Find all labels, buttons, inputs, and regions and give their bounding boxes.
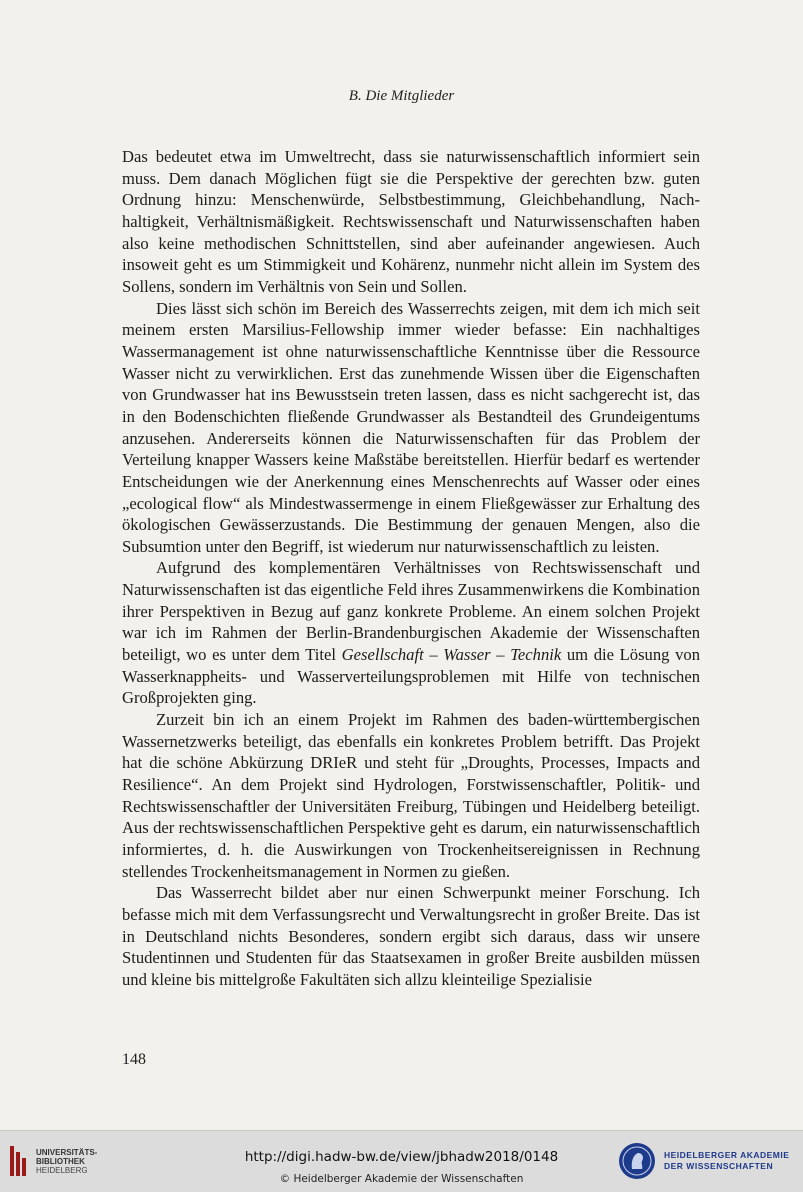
academy-seal-icon — [618, 1142, 656, 1180]
copyright-notice: © Heidelberger Akademie der Wissenschaften — [279, 1173, 524, 1185]
body-text — [122, 146, 700, 991]
paragraph-3: Aufgrund des komplementären Verhältnisses von Rechtswissenschaft und Naturwissenschaften ist das eigentliche Feld ihres Zusammenwirkens die Kombination ihrer Perspektiven in Bezug auf ganz konkrete Probleme. An einem solchen Projekt war ich im Rahmen der Berlin-Brandenburgischen Akademie der Wissenschaften beteiligt, wo es unter dem Titel Gesellschaft – Wasser – Technik um die Lösung von Wasserknappheits- und Wasserverteilungsproblemen mit Hilfe von technischen Großprojekten ging. — [122, 558, 700, 708]
academy-logo[interactable] — [618, 1139, 798, 1183]
page-number: 148 — [122, 1051, 146, 1068]
paragraph-2: Dies lässt sich schön im Bereich des Wasserrechts zeigen, mit dem ich mich seit meinem ersten Marsilius-Fellowship immer wieder befasse: Ein nachhaltiges Wassermanagement ist ohne naturwissenschaftliche Kenntnisse über die Ressource Wasser nicht zu verwirklichen. Erst das zunehmende Wissen über die Eigenschaften von Grundwasser hat ins Bewusstsein treten lassen, dass es nicht sachgerecht ist, das in den Bodenschichten fließende Grundwasser als Bestandteil des Grundeigentums anzusehen. Andererseits können die Naturwissenschaften für das Problem der Verteilung knapper Wassers keine Maßstäbe bereitstellen. Hierfür bedarf es wertender Entscheidungen wie der Anerkennung eines Menschenrechts auf Wasser oder eines „ecological flow“ als Mindestwassermenge in einem Fließgewässer zur Erhaltung des ökologischen Gewässerzustands. Die Bestimmung der genauen Mengen, also die Subsumtion unter den Begriff, ist wiederum nur naturwissenschaftlich zu leisten. — [122, 298, 700, 556]
academy-logo-text: HEIDELBERGER AKADEMIE DER WISSENSCHAFTEN — [664, 1150, 790, 1171]
viewer-footer — [0, 1130, 803, 1192]
paragraph-1: Das bedeutet etwa im Umweltrecht, dass sie naturwissenschaftlich informiert sein muss. Dem danach Möglichen fügt sie die Perspektive der gerechten bzw. guten Ordnung hinzu: Menschenwürde, Selbstbestimmung, Gleichbehandlung, Nachhaltigkeit, Verhältnismäßigkeit. Rechtswissenschaft und Naturwissenschaften haben also keine methodischen Schnittstellen, sind aber aufeinander angewiesen. Auch insoweit geht es um Stimmigkeit und Kohärenz, nunmehr nicht allein im System des Sollens, sondern im Verhältnis von Sein und Sollen. — [122, 147, 700, 296]
permalink-url[interactable]: http://digi.hadw-bw.de/view/jbhadw2018/0148 — [244, 1149, 559, 1165]
paragraph-4: Zurzeit bin ich an einem Projekt im Rahmen des baden-württembergischen Wassernetzwerks beteiligt, das ebenfalls ein konkretes Problem betrifft. Das Projekt hat die schöne Abkürzung DRIeR und steht für „Droughts, Processes, Impacts and Resilience“. An dem Projekt sind Hydrologen, Forstwissenschaftler, Politik- und Rechtswissenschaftler der Universitäten Freiburg, Tübingen und Heidelberg beteiligt. Aus der rechtswissenschaftlichen Perspektive geht es darum, ein naturwissenschaftlich informiertes, d. h. die Auswirkungen von Trockenheitsereignissen in Rechnung stellendes Trockenheitsmanagement in Normen zu gießen. — [122, 710, 700, 881]
running-head: B. Die Mitglieder — [348, 88, 455, 104]
paragraph-5: Das Wasserrecht bildet aber nur einen Schwerpunkt meiner Forschung. Ich befasse mich mit dem Verfassungsrecht und Verwaltungsrecht in großer Breite. Das ist in Deutschland nichts Besonderes, sondern ergibt sich daraus, dass wir unsere Studentinnen und Studenten für das Staatsexamen in großer Breite ausbilden müssen und kleine bis mittelgroße Fakultäten sich allzu kleinteilige Spezialisie — [122, 883, 700, 989]
ub-logo-text: UNIVERSITÄTS- BIBLIOTHEK HEIDELBERG — [36, 1147, 98, 1175]
